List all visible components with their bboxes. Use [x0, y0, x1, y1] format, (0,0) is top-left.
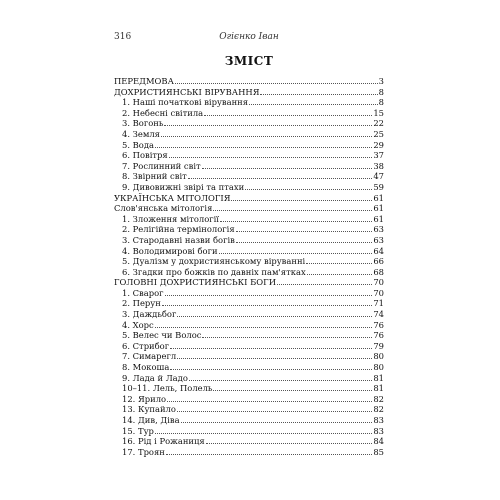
toc-dot-leader — [169, 150, 373, 158]
toc-entry-label: 9. Лада й Ладо — [122, 372, 188, 383]
toc-entry-label: ГОЛОВНІ ДОХРИСТИЯНСЬКІ БОГИ — [114, 277, 277, 288]
toc-dot-leader — [220, 214, 372, 222]
toc-entry[interactable] — [114, 267, 384, 278]
toc-entry-page: 22 — [373, 118, 384, 129]
toc-entry-page: 68 — [373, 266, 384, 277]
toc-entry[interactable] — [114, 373, 384, 384]
toc-entry-page: 74 — [373, 309, 384, 320]
toc-entry[interactable] — [114, 129, 384, 140]
toc-entry-page: 70 — [373, 287, 384, 298]
toc-entry-label: 1. Сварог — [122, 287, 164, 298]
toc-dot-leader — [177, 351, 372, 359]
toc-entry[interactable] — [114, 224, 384, 235]
toc-entry[interactable] — [114, 87, 384, 98]
toc-dot-leader — [202, 330, 372, 338]
toc-dot-leader — [277, 277, 372, 285]
toc-entry[interactable] — [114, 76, 384, 87]
toc-entry[interactable] — [114, 436, 384, 447]
toc-dot-leader — [245, 182, 372, 190]
toc-entry-label: 17. Троян — [122, 446, 165, 457]
toc-entry[interactable] — [114, 426, 384, 437]
toc-entry-label: ДОХРИСТИЯНСЬКІ ВІРУВАННЯ — [114, 86, 260, 97]
toc-entry-page: 80 — [373, 362, 384, 373]
toc-entry-page: 83 — [373, 425, 384, 436]
toc-entry-page: 15 — [373, 107, 384, 118]
toc-entry-page: 29 — [373, 139, 384, 150]
toc-entry-label: 2. Релігійна термінологія — [122, 224, 235, 235]
toc-entry-label: 7. Рослинний світ — [122, 160, 201, 171]
toc-dot-leader — [236, 235, 372, 243]
toc-entry[interactable] — [114, 214, 384, 225]
toc-entry-page: 63 — [373, 234, 384, 245]
toc-entry-page: 80 — [373, 351, 384, 362]
toc-entry[interactable] — [114, 362, 384, 373]
toc-entry-label: 3. Даждьбог — [122, 309, 177, 320]
toc-entry-page: 66 — [373, 256, 384, 267]
toc-entry-label: УКРАЇНСЬКА МІТОЛОГІЯ — [114, 192, 231, 203]
toc-entry[interactable] — [114, 404, 384, 415]
toc-entry-label: 4. Земля — [122, 128, 160, 139]
toc-dot-leader — [181, 415, 373, 423]
toc-entry[interactable] — [114, 161, 384, 172]
toc-dot-leader — [213, 203, 372, 211]
toc-entry-label: Слов'янська мітологія — [114, 203, 213, 214]
toc-dot-leader — [166, 447, 372, 455]
toc-entry-page: 82 — [373, 404, 384, 415]
toc-entry-page: 82 — [373, 393, 384, 404]
toc-entry-label: 5. Дуалізм у дохристиянському віруванні — [122, 256, 306, 267]
toc-entry-label: 10–11. Лель, Полель — [122, 383, 213, 394]
toc-entry[interactable] — [114, 320, 384, 331]
toc-entry-page: 71 — [373, 298, 384, 309]
toc-entry-label: 5. Вода — [122, 139, 154, 150]
toc-dot-leader — [155, 140, 372, 148]
toc-entry-label: 3. Вогонь — [122, 118, 164, 129]
toc-entry[interactable] — [114, 309, 384, 320]
toc-entry-page: 81 — [373, 383, 384, 394]
toc-entry-label: 1. Наші початкові вірування — [122, 97, 249, 108]
toc-dot-leader — [177, 309, 372, 317]
toc-entry-label: 5. Велес чи Волос — [122, 330, 202, 341]
toc-entry-page: 38 — [373, 160, 384, 171]
toc-entry-label: ПЕРЕДМОВА — [114, 76, 174, 86]
toc-entry-page: 61 — [373, 192, 384, 203]
page-number: 316 — [114, 32, 132, 42]
toc-dot-leader — [260, 87, 377, 95]
toc-dot-leader — [189, 373, 372, 381]
toc-entry-page: 25 — [373, 128, 384, 139]
toc-dot-leader — [204, 108, 372, 116]
toc-entry-page: 37 — [373, 150, 384, 161]
toc-entry-page: 8 — [378, 86, 384, 97]
toc-entry[interactable] — [114, 118, 384, 129]
toc-entry-label: 14. Див, Діва — [122, 415, 180, 425]
toc-dot-leader — [202, 161, 373, 169]
toc-entry-label: 6. Згадки про божків по давніх пам'ятках — [122, 266, 306, 277]
toc-dot-leader — [161, 129, 372, 137]
toc-entry-label: 1. Зложення мітології — [122, 213, 219, 224]
toc-entry[interactable] — [114, 150, 384, 161]
toc-entry[interactable] — [114, 256, 384, 267]
toc-dot-leader — [206, 436, 373, 444]
toc-entry[interactable] — [114, 235, 384, 246]
toc-entry-label: 8. Звірний світ — [122, 171, 187, 182]
table-of-contents — [114, 76, 384, 457]
toc-entry-page: 47 — [373, 171, 384, 182]
toc-entry-page: 3 — [378, 76, 384, 86]
toc-entry-page: 84 — [373, 436, 384, 447]
toc-entry-page: 83 — [373, 415, 384, 425]
toc-dot-leader — [164, 118, 372, 126]
toc-dot-leader — [236, 224, 373, 232]
toc-dot-leader — [175, 76, 378, 84]
toc-entry[interactable] — [114, 447, 384, 458]
toc-entry[interactable] — [114, 341, 384, 352]
toc-entry[interactable] — [114, 351, 384, 362]
toc-entry[interactable] — [114, 140, 384, 151]
toc-entry-page: 59 — [373, 181, 384, 192]
toc-entry[interactable] — [114, 108, 384, 119]
toc-entry[interactable] — [114, 394, 384, 405]
toc-entry-label: 9. Дивовижні звірі та птахи — [122, 181, 245, 192]
toc-entry-page: 85 — [373, 446, 384, 457]
toc-entry-page: 70 — [373, 277, 384, 288]
toc-dot-leader — [155, 320, 373, 328]
toc-dot-leader — [213, 383, 372, 391]
toc-entry[interactable] — [114, 415, 384, 426]
toc-dot-leader — [188, 171, 373, 179]
toc-entry-label: 16. Рід і Рожаниця — [122, 436, 205, 447]
toc-entry-label: 8. Мокоша — [122, 362, 170, 373]
toc-dot-leader — [306, 256, 372, 264]
toc-entry-page: 76 — [373, 319, 384, 330]
toc-entry[interactable] — [114, 97, 384, 108]
toc-entry-label: 6. Повітря — [122, 150, 168, 161]
toc-entry-page: 81 — [373, 372, 384, 383]
toc-dot-leader — [307, 267, 373, 275]
toc-entry[interactable] — [114, 277, 384, 288]
toc-entry[interactable] — [114, 298, 384, 309]
toc-entry[interactable] — [114, 246, 384, 257]
toc-dot-leader — [167, 394, 372, 402]
toc-entry-page: 64 — [373, 245, 384, 256]
toc-dot-leader — [170, 341, 372, 349]
toc-entry-page: 61 — [373, 203, 384, 214]
toc-entry[interactable] — [114, 182, 384, 193]
toc-entry-label: 6. Стрибог — [122, 340, 170, 351]
running-head: Огієнко Іван — [219, 32, 279, 42]
toc-dot-leader — [219, 246, 373, 254]
toc-entry-label: 4. Хорс — [122, 319, 154, 330]
toc-entry-label: 2. Небесні світила — [122, 107, 204, 118]
toc-dot-leader — [170, 362, 372, 370]
page-header — [114, 32, 384, 46]
toc-entry-page: 63 — [373, 224, 384, 235]
toc-entry-label: 3. Стародавні назви богів — [122, 234, 235, 245]
toc-entry[interactable] — [114, 193, 384, 204]
toc-dot-leader — [231, 193, 372, 201]
toc-entry-label: 2. Перун — [122, 298, 161, 309]
toc-entry-page: 76 — [373, 330, 384, 341]
toc-dot-leader — [165, 288, 373, 296]
toc-entry-page: 8 — [378, 97, 384, 108]
toc-entry-page: 79 — [373, 340, 384, 351]
toc-entry-label: 15. Тур — [122, 425, 154, 436]
toc-entry-label: 7. Симарегл — [122, 351, 177, 362]
toc-entry-label: 4. Володимирові боги — [122, 245, 218, 256]
toc-entry[interactable] — [114, 330, 384, 341]
toc-entry-label: 13. Купайло — [122, 404, 176, 415]
toc-entry[interactable] — [114, 171, 384, 182]
toc-dot-leader — [155, 426, 372, 434]
toc-entry-label: 12. Ярило — [122, 393, 167, 404]
toc-entry[interactable] — [114, 288, 384, 299]
toc-title: ЗМІСТ — [224, 54, 274, 68]
toc-entry-page: 61 — [373, 213, 384, 224]
toc-entry[interactable] — [114, 383, 384, 394]
toc-entry[interactable] — [114, 203, 384, 214]
toc-dot-leader — [177, 404, 372, 412]
toc-dot-leader — [249, 97, 378, 105]
toc-dot-leader — [162, 298, 373, 306]
